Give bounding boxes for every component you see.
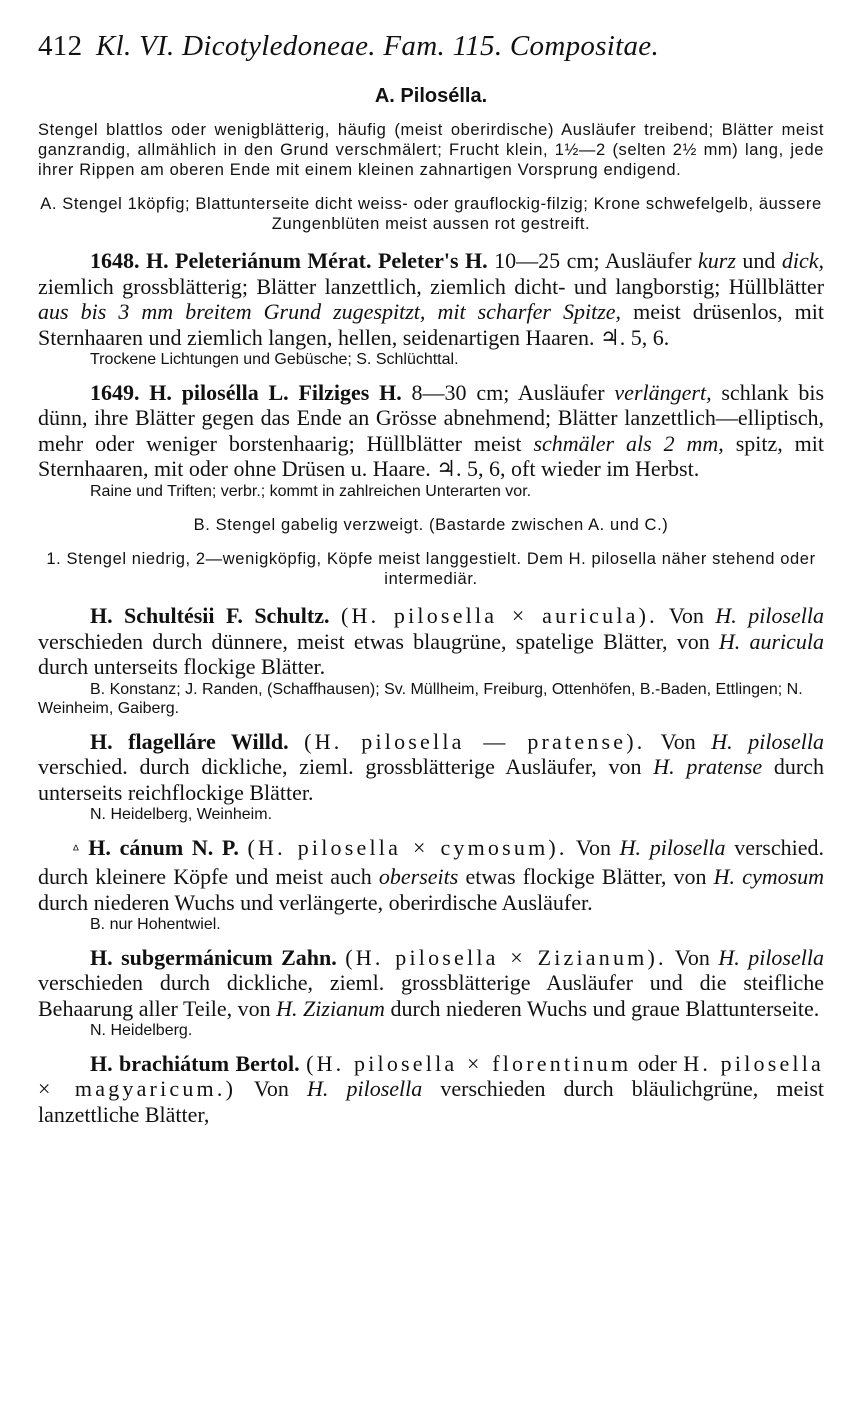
- page-number: 412: [38, 30, 83, 62]
- entry-italic: kurz: [698, 248, 736, 273]
- common-name: Peleter's H.: [377, 248, 488, 273]
- group-b-key: B. Stengel gabelig verzweigt. (Bastarde zwischen A. und C.): [193, 516, 669, 534]
- entry-text: verschieden durch dickliche, zieml. grossblätterige Ausläufer und die steifliche Behaarung aller Teile, von: [38, 970, 824, 1021]
- flowering-time: ♃. 5, 6.: [600, 324, 670, 350]
- entry-text: 8—30 cm; Ausläufer: [411, 379, 605, 405]
- hybrid-formula: (H. pilosella × Zizianum).: [345, 944, 667, 970]
- entry-italic: H. pilosella: [718, 944, 824, 970]
- entry-italic: oberseits: [378, 864, 459, 889]
- hybrid-formula: (H. pilosella — pratense).: [304, 728, 646, 754]
- habitat-1648: Trockene Lichtungen und Gebüsche; S. Schlüchttal.: [90, 351, 459, 368]
- entry-italic: H. Zizianum: [276, 995, 385, 1021]
- species-name: H. flagelláre Willd.: [90, 728, 289, 754]
- hybrid-formula: (H. pilosella × cymosum).: [247, 834, 568, 860]
- entry-text: verschieden durch dünnere, meist etwas blaugrüne, spatelige Blätter, von: [38, 628, 710, 654]
- entry-text: durch niederen Wuchs und verlängerte, oberirdische Ausläufer.: [38, 889, 593, 915]
- locality-flagellare: N. Heidelberg, Weinheim.: [90, 806, 273, 823]
- species-name: H. brachiátum Bertol.: [90, 1050, 300, 1076]
- locality-subgermanicum: N. Heidelberg.: [90, 1022, 193, 1039]
- species-name: H. Schultésii F. Schultz.: [90, 603, 330, 628]
- entry-number: 1649.: [90, 379, 140, 405]
- entry-text: durch unterseits reichflockige Blätter.: [38, 754, 825, 805]
- entry-text: Von: [674, 944, 710, 970]
- entry-italic: H. pilosella: [711, 728, 825, 754]
- entry-number: 1648.: [90, 248, 140, 273]
- hybrid-formula: H. pilosella × magyaricum.): [38, 1050, 825, 1101]
- entry-text: durch unterseits flockige Blätter.: [38, 654, 326, 679]
- species-entry-1648: [38, 248, 824, 350]
- entry-text: verschied. durch kleinere Köpfe und meist auch: [38, 834, 825, 889]
- marker-symbol: ᐞ: [72, 843, 80, 859]
- hybrid-entry-canum: [38, 835, 824, 916]
- species-name: H. cánum N. P.: [88, 834, 239, 860]
- hybrid-entry-brachiatum: [38, 1051, 824, 1128]
- species-name: H. Peleteriánum Mérat.: [145, 248, 372, 273]
- entry-text: und: [742, 248, 776, 273]
- entry-text: 10—25 cm; Ausläufer: [494, 248, 692, 273]
- section-description: Stengel blattlos oder wenigblätterig, häufig (meist oberirdische) Ausläufer treibend; Blätter meist ganzrandig, allmählich in den Grund verschmälert; Frucht klein, 1½—2 (selten 2½ mm) lang, jede ihrer Rippen am oberen Ende mit einem kleinen zahnartigen Vorsprung endigend.: [38, 121, 824, 179]
- hybrid-entry-subgermanicum: [38, 945, 824, 1022]
- entry-italic: verlängert,: [614, 379, 712, 405]
- entry-italic: H. pratense: [653, 754, 763, 779]
- entry-text: etwas flockige Blätter, von: [465, 864, 707, 889]
- entry-text: Blätter lanzettlich, ziemlich dicht- und langborstig; Hüllblätter: [256, 273, 825, 299]
- entry-text: meist drüsenlos, mit Sternhaaren und ziemlich langen, hellen, seidenartigen Haaren.: [38, 299, 825, 350]
- locality-canum: B. nur Hohentwiel.: [90, 916, 221, 933]
- species-entry-1649: [38, 380, 824, 482]
- page: [38, 30, 824, 1127]
- entry-text: schlank bis dünn, ihre Blätter gegen das Ende an Grösse abnehmend; Blätter lanzettlich—elliptisch, mehr oder weniger borstenhaarig; Hüllblätter meist: [38, 379, 825, 456]
- entry-text: verschied. durch dickliche, zieml. grossblätterige Ausläufer, von: [38, 754, 642, 779]
- hybrid-formula: (H. pilosella × florentinum: [306, 1050, 632, 1076]
- subgroup-1-key: 1. Stengel niedrig, 2—wenigköpfig, Köpfe meist langgestielt. Dem H. pilosella näher stehend oder intermediär.: [46, 550, 816, 588]
- entry-text: Von: [575, 834, 611, 860]
- entry-italic: H. pilosella: [715, 603, 824, 628]
- entry-text: oder: [637, 1050, 677, 1076]
- header-title: Kl. VI. Dicotyledoneae. Fam. 115. Compositae.: [95, 30, 660, 62]
- entry-text: Von: [668, 603, 704, 628]
- hybrid-entry-flagellare: [38, 729, 824, 806]
- entry-italic: dick,: [781, 248, 825, 273]
- species-name: H. subgermánicum Zahn.: [90, 944, 337, 970]
- entry-text: spitz, mit Sternhaaren, mit oder ohne Drüsen u. Haare. ♃. 5, 6, oft wieder im Herbst.: [38, 430, 825, 481]
- entry-italic: aus bis 3 mm breitem Grund zugespitzt, mit scharfer Spitze,: [38, 299, 622, 324]
- group-a-key: A. Stengel 1köpfig; Blattunterseite dicht weiss- oder grauflockig-filzig; Krone schwefelgelb, äussere Zungenblüten meist aussen rot gestreift.: [40, 195, 822, 233]
- hybrid-entry-schultesii: [38, 603, 824, 680]
- running-header: [38, 30, 824, 63]
- entry-text: ziemlich grossblätterig;: [38, 273, 248, 299]
- common-name: Filziges H.: [298, 379, 402, 405]
- section-title: A. Pilosélla.: [374, 85, 488, 107]
- entry-italic: H. cymosum: [713, 864, 825, 889]
- species-name: H. pilosélla L.: [149, 379, 289, 405]
- hybrid-formula: (H. pilosella × auricula).: [340, 603, 658, 628]
- entry-text: Von: [253, 1076, 289, 1101]
- entry-text: Von: [660, 728, 696, 754]
- entry-italic: schmäler als 2 mm,: [533, 430, 724, 456]
- entry-text: durch niederen Wuchs und graue Blattunterseite.: [390, 995, 820, 1021]
- entry-italic: H. pilosella: [307, 1076, 423, 1101]
- entry-italic: H. auricula: [718, 628, 824, 654]
- habitat-1649: Raine und Triften; verbr.; kommt in zahlreichen Unterarten vor.: [90, 482, 532, 500]
- locality-schultesii: B. Konstanz; J. Randen, (Schaffhausen); Sv. Müllheim, Freiburg, Ottenhöfen, B.-Baden, Ettlingen; N. Weinheim, Gaiberg.: [38, 680, 803, 717]
- entry-text: verschieden durch bläulichgrüne, meist lanzettliche Blätter,: [38, 1076, 824, 1127]
- entry-italic: H. pilosella: [619, 834, 726, 860]
